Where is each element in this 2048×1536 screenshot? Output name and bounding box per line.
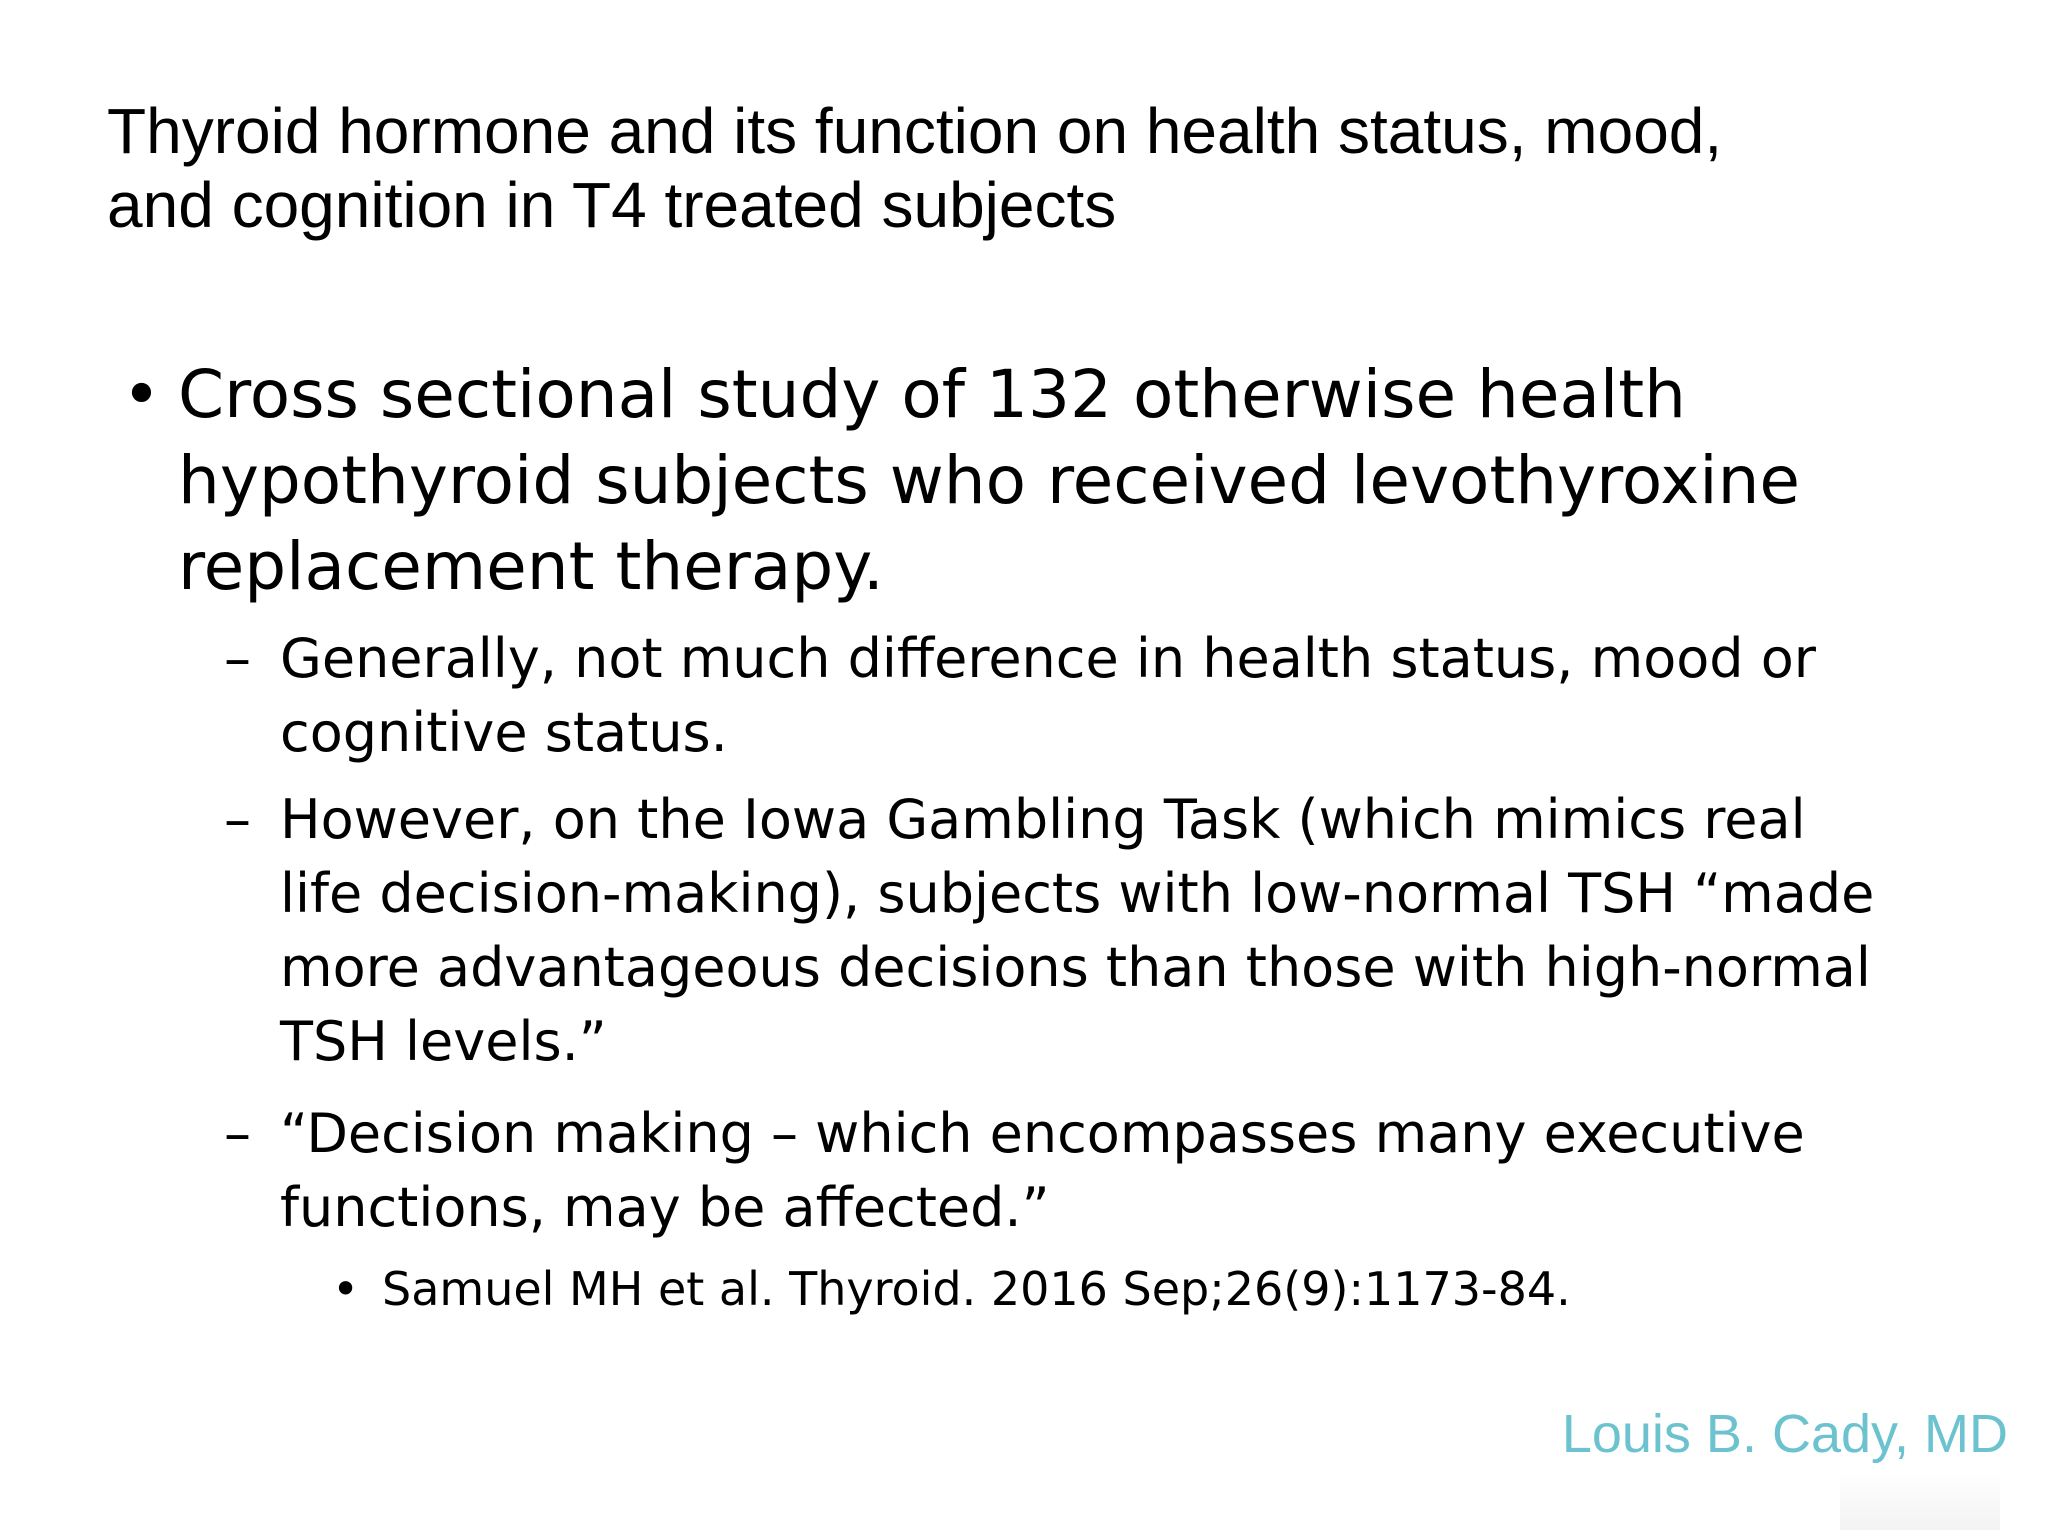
dash-marker: – [224,627,251,690]
sub-bullet-text [280,1097,1980,1245]
main-bullet-line: Cross sectional study of 132 otherwise health [178,356,1686,433]
main-bullet-text [178,352,1958,610]
reference-line: Samuel MH et al. Thyroid. 2016 Sep;26(9):1173-84. [382,1262,1571,1316]
reference-text [382,1258,1962,1320]
bullet-marker: • [332,1262,360,1316]
sub-bullet-line: “Decision making – which encompasses many executive [280,1102,1805,1165]
sub-bullet-line: cognitive status. [280,701,728,764]
sub-bullet-line: Generally, not much difference in health status, mood or [280,627,1816,690]
bullet-marker: • [122,356,161,433]
sub-bullet-line: life decision-making), subjects with low-normal TSH “made [280,862,1875,925]
dash-marker: – [224,1102,251,1165]
main-bullet-line: hypothyroid subjects who received levothyroxine [178,442,1801,519]
sub-bullet-line: TSH levels.” [280,1010,607,1073]
title-line: and cognition in T4 treated subjects [107,169,1117,241]
dash-marker: – [224,788,251,851]
main-bullet-line: replacement therapy. [178,528,884,605]
sub-bullet-line: functions, may be affected.” [280,1176,1050,1239]
slide-title [107,94,1987,242]
sub-bullet-text [280,783,1980,1079]
sub-bullet-text [280,622,1980,770]
sub-bullet-line: However, on the Iowa Gambling Task (which mimics real [280,788,1806,851]
sub-bullet-line: more advantageous decisions than those with high-normal [280,936,1871,999]
footer-shade [1840,1470,2000,1530]
title-line: Thyroid hormone and its function on health status, mood, [107,95,1723,167]
author-credit: Louis B. Cady, MD [1561,1404,2008,1464]
